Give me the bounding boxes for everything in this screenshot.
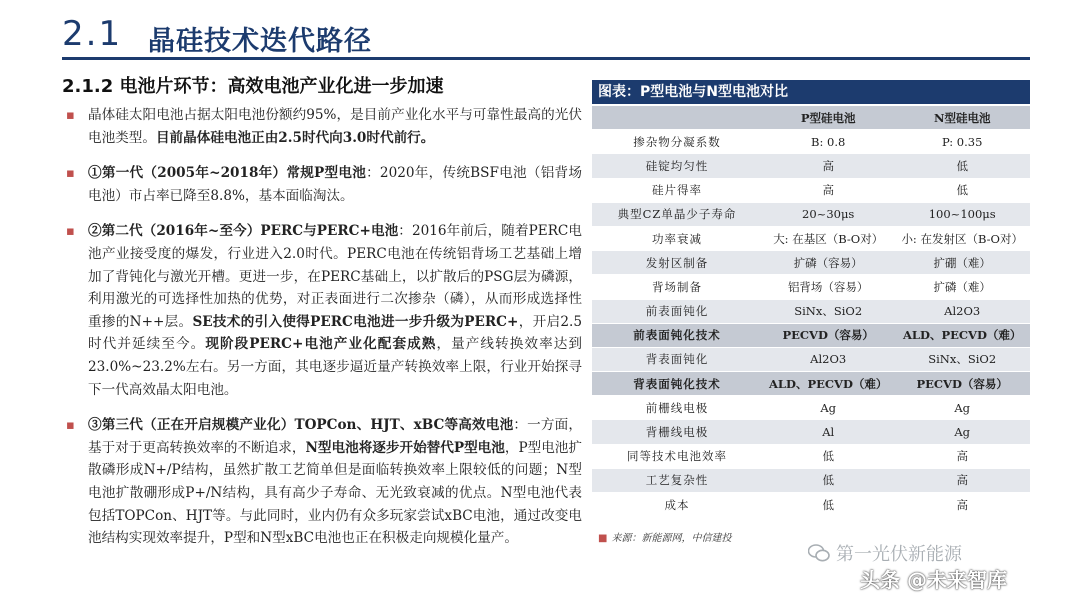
subsection-heading: 2.1.2 电池片环节：高效电池产业化进一步加速: [62, 76, 444, 97]
table-cell: Al2O3: [762, 347, 894, 371]
bullet-text-bold: N型电池将逐步开始替代P型电池: [305, 439, 505, 456]
comparison-table: [592, 106, 1030, 517]
table-header-cell: N型硅电池: [894, 106, 1030, 130]
bullet-text-bold: 目前晶体硅电池正由2.5时代向3.0时代前行。: [155, 129, 435, 146]
table-cell: 高: [762, 178, 894, 202]
table-cell: 低: [762, 468, 894, 492]
row-label-cell: 掺杂物分凝系数: [592, 130, 762, 154]
wechat-icon: [808, 544, 830, 567]
source-text: 来源：新能源网，中信建投: [611, 533, 732, 544]
table-cell: 高: [894, 444, 1030, 468]
table-cell: P: 0.35: [894, 130, 1030, 154]
row-label-cell: 前栅线电极: [592, 396, 762, 420]
row-label-cell: 成本: [592, 493, 762, 517]
watermark-line2: 头条 @未来智库: [860, 568, 1007, 592]
table-row: [592, 154, 1030, 178]
table-cell: 低: [894, 178, 1030, 202]
bullet-text-bold: ①第一代（2005年~2018年）常规P型电池: [88, 165, 367, 182]
table-cell: Ag: [762, 396, 894, 420]
table-cell: 铝背场（容易）: [762, 275, 894, 299]
row-label-cell: 硅锭均匀性: [592, 154, 762, 178]
bullet-text-bold: ②第二代（2016年~至今）PERC与PERC+电池: [88, 223, 399, 240]
row-label-cell: 同等技术电池效率: [592, 444, 762, 468]
table-row: [592, 396, 1030, 420]
bullet-list: [62, 104, 582, 563]
bullet-text: ：2020年，传统BSF电池（铝背场电池）市占率已降至8.8%，基本面临淘汰。: [88, 165, 582, 204]
row-label-cell: 工艺复杂性: [592, 468, 762, 492]
table-cell: 高: [894, 493, 1030, 517]
row-label-cell: 前表面钝化: [592, 299, 762, 323]
table-cell: PECVD（容易）: [894, 372, 1030, 396]
table-row: [592, 372, 1030, 396]
title-divider: [62, 57, 1030, 60]
bullet-item: [62, 162, 582, 207]
bullet-text-bold: 现阶段PERC+电池产业化配套成熟: [205, 336, 437, 353]
table-row: [592, 275, 1030, 299]
bullet-item: [62, 104, 582, 149]
table-row: [592, 468, 1030, 492]
table-row: [592, 251, 1030, 275]
table-cell: 高: [762, 154, 894, 178]
table-row: [592, 178, 1030, 202]
row-label-cell: 背场制备: [592, 275, 762, 299]
table-cell: B: 0.8: [762, 130, 894, 154]
table-cell: 低: [762, 493, 894, 517]
table-body: [592, 130, 1030, 517]
bullet-text: ，量产线转换效率达到23.0%~23.2%左右。另一方面，其电逐步逼近量产转换效率上限，行业开始探寻下一代高效晶太阳电池。: [88, 336, 583, 398]
row-label-cell: 发射区制备: [592, 251, 762, 275]
source-note: [598, 529, 731, 544]
bullet-marker-icon: ▪: [66, 166, 75, 182]
table-header-row: [592, 106, 1030, 130]
row-label-cell: 典型CZ单晶少子寿命: [592, 202, 762, 226]
row-label-cell: 功率衰减: [592, 226, 762, 250]
table-cell: 小: 在发射区（B-O对）: [894, 226, 1030, 250]
table-cell: 100~100μs: [894, 202, 1030, 226]
table-header-cell: [592, 106, 762, 130]
table-header-cell: P型硅电池: [762, 106, 894, 130]
table-row: [592, 444, 1030, 468]
table-cell: 低: [894, 154, 1030, 178]
table-row: [592, 226, 1030, 250]
bullet-text: 晶体硅太阳电池占据太阳电池份额约95%，是目前产业化水平与可靠性最高的光伏电池类型。: [88, 107, 582, 146]
row-label-cell: 背表面钝化技术: [592, 372, 762, 396]
bullet-text: ，P型电池扩散磷形成N+/P结构，虽然扩散工艺简单但是面临转换效率上限较低的问题；N型电池扩散硼形成P+/N结构，具有高少子寿命、无光致衰减的优点。N型电池代表包括TOPCon、HJT等。与此同时，业内仍有众多玩家尝试xBC电池，通过改变电池结构实现效率提升，P型和N型xBC电池也正在积极走向规模化量产。: [88, 439, 582, 547]
watermark: [808, 540, 962, 567]
table-title: 图表：P型电池与N型电池对比: [592, 80, 1030, 104]
table-row: [592, 323, 1030, 347]
bullet-text-bold: SE技术的引入使得PERC电池进一步升级为PERC+: [192, 313, 519, 330]
page-title: 晶硅技术迭代路径: [148, 26, 372, 57]
table-row: [592, 299, 1030, 323]
table-row: [592, 493, 1030, 517]
table-cell: SiNx、SiO2: [762, 299, 894, 323]
table-row: [592, 347, 1030, 371]
row-label-cell: 硅片得率: [592, 178, 762, 202]
bullet-item: [62, 220, 582, 401]
watermark-line1: 第一光伏新能源: [836, 544, 962, 565]
section-number: 2.1: [62, 14, 123, 54]
table-cell: Ag: [894, 396, 1030, 420]
row-label-cell: 背表面钝化: [592, 347, 762, 371]
row-label-cell: 背栅线电极: [592, 420, 762, 444]
bullet-text: ：2016年前后，随着PERC电池产业接受度的爆发，行业进入2.0时代。PERC电池在传统铝背场工艺基础上增加了背钝化与激光开槽。更进一步，在PERC基础上，以扩散后的PSG层为磷源，利用激光的可选择性加热的优势，对正表面进行二次掺杂（磷），从而形成选择性重掺的N++层。: [88, 223, 582, 330]
table-row: [592, 420, 1030, 444]
table-cell: Al: [762, 420, 894, 444]
table-cell: 扩磷（容易）: [762, 251, 894, 275]
table-cell: SiNx、SiO2: [894, 347, 1030, 371]
table-cell: Ag: [894, 420, 1030, 444]
bullet-marker-icon: ▪: [66, 108, 75, 123]
comparison-table-panel: [592, 80, 1030, 517]
bullet-text: ，开启2.5时代并延续至今。: [88, 313, 582, 353]
table-row: [592, 202, 1030, 226]
bullet-marker-icon: ▪: [66, 224, 75, 240]
source-marker-icon: ■: [598, 533, 608, 544]
table-cell: ALD、PECVD（难）: [894, 323, 1030, 347]
table-row: [592, 130, 1030, 154]
row-label-cell: 前表面钝化技术: [592, 323, 762, 347]
bullet-text-bold: ③第三代（正在开启规模产业化）TOPCon、HJT、xBC等高效电池: [88, 417, 514, 434]
table-cell: 扩硼（难）: [894, 251, 1030, 275]
table-cell: Al2O3: [894, 299, 1030, 323]
table-cell: 扩磷（难）: [894, 275, 1030, 299]
bullet-marker-icon: ▪: [66, 418, 75, 434]
title-bar: [0, 0, 1080, 66]
table-cell: 高: [894, 468, 1030, 492]
table-cell: 大: 在基区（B-O对）: [762, 226, 894, 250]
bullet-text: ：一方面，基于对于更高转换效率的不断追求，: [88, 417, 582, 456]
table-cell: 20~30μs: [762, 202, 894, 226]
bullet-item: [62, 414, 582, 550]
table-cell: 低: [762, 444, 894, 468]
table-cell: ALD、PECVD（难）: [762, 372, 894, 396]
table-cell: PECVD（容易）: [762, 323, 894, 347]
